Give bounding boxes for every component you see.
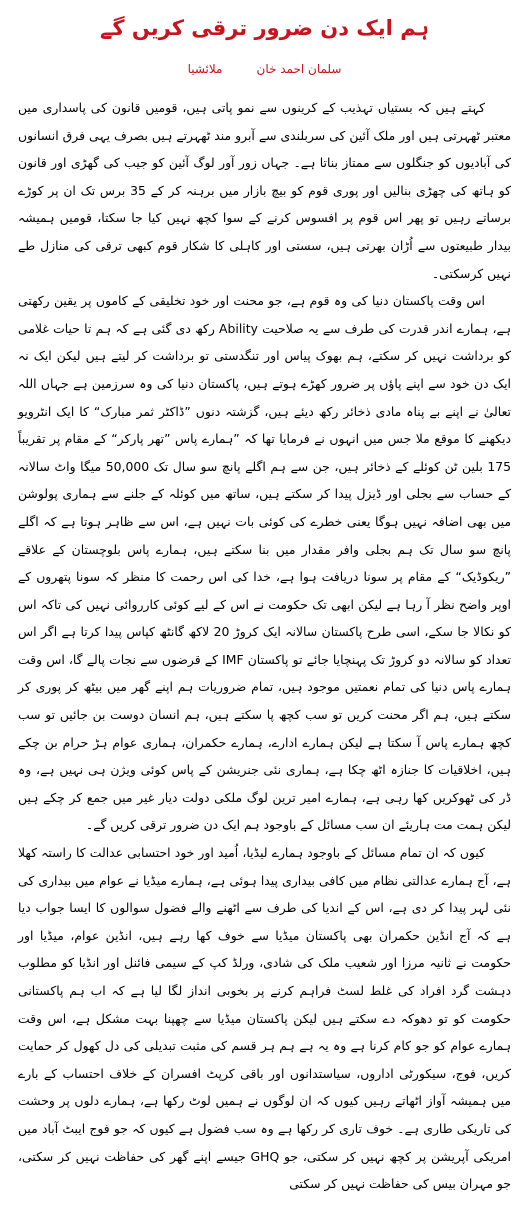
author-name: سلمان احمد خان: [256, 62, 342, 76]
author-location: ملائشیا: [187, 62, 223, 76]
article-body: [18, 94, 511, 1198]
byline: [0, 60, 529, 78]
paragraph: کیوں کہ ان تمام مسائل کے باوجود ہمارے لیڈیا، اُمید اور خود احتسابی عدالت کا راستہ کھلا ہے، آج ہمارے عدالتی نظام میں کافی بیداری پیدا ہوئی ہے، ہمارے میڈیا نے عوام میں بیداری کی نئی لہر پیدا کر دی ہے، اس کے اندیا کی طرف سے اٹھنے والے فضول سوالوں کا ایسا جواب دیا ہے کہ آج انڈین حکمران بھی پاکستان میڈیا سے خوف کھا رہے ہیں، انڈین عوام، میڈیا اور حکومت نے ثانیہ مرزا اور شعیب ملک کی شادی، ورلڈ کپ کے سیمی فائنل اور انڈیا کو مطلوب دہشت گرد افراد کی غلط لسٹ فراہم کرنے پر بخوبی انداز لگا لیا ہے کہ اب ہم پاکستانی حکومت کو تو دھوکہ دے سکتے ہیں لیکن پاکستان میڈیا سے چھپنا بہت مشکل ہے، اس وقت ہمارے عوام کو جو کام کرنا ہے وہ یہ ہے ہم ہر قسم کی مثبت تبدیلی کی دل کھول کر حمایت کریں، فوج، سیکورٹی اداروں، سیاستدانوں اور باقی کرپٹ افسران کے خلاف احتساب کے بارے میں ہمیشہ آواز اٹھاتے رہیں کیوں کہ ان لوگوں نے ہمیں لوٹ رکھا ہے، ہمارے دلوں پر وحشت کی تاریکی طاری ہے۔ خوف تاری کر رکھا ہے وہ سب فضول ہے کیوں کہ جو فوج ایبٹ آباد میں امریکی آپریشن پر کچھ نہیں کر سکتی، جو GHQ جیسے اپنے گھر کی حفاظت نہیں کر سکتی، جو مہران بیس کی حفاظت نہیں کر سکتی: [18, 845, 511, 1192]
paragraph: کہتے ہیں کہ بستیاں تہذیب کے کرینوں سے نمو پاتی ہیں، قومیں قانون کی پاسداری میں معتبر ٹھہرتی ہیں اور ملک آئین کی سربلندی سے آبرو مند ٹھہرتے ہیں بصرف یہی فرق انسانوں کی آبادیوں کو جنگلوں سے ممتاز بناتا ہے۔ جہاں زور آور لوگ آئین کو جیب کی گھڑی اور قانون کو ہاتھ کی چھڑی بنالیں اور پوری قوم کو بیچ بازار میں برہنہ کر کے 35 برس تک ان پر کوڑے برساتے رہیں تو پھر اس قوم پر افسوس کرنے کے سوا کچھ نہیں کیا جا سکتا، قومیں ہمیشہ بیدار طبیعتوں سے اُڑان بھرتی ہیں، سستی اور کاہلی کا شکار قوم کبھی ترقی کی منازل طے نہیں کرسکتی۔: [18, 100, 511, 281]
article-title: ہم ایک دن ضرور ترقی کریں گے: [100, 16, 429, 40]
paragraph: اس وقت پاکستان دنیا کی وہ قوم ہے، جو محنت اور خود تخلیقی کے کاموں پر یقین رکھتی ہے، ہمارے اندر قدرت کی طرف سے یہ صلاحیت Ability رکھ دی گئی ہے کہ ہم تا حیات غلامی کو برداشت نہیں کر سکتے، ہم بھوک پیاس اور تنگدستی تو برداشت کر لیتے ہیں لیکن ایک نہ ایک دن خود سے اپنے پاؤں پر ضرور کھڑے ہوتے ہیں، پاکستان دنیا کی وہ سرزمین ہے جہاں اللہ تعالیٰ نے اپنے بے پناہ مادی ذخائر رکھ دیئے ہیں، گزشتہ دنوں ”ڈاکٹر ثمر مبارک“ کا ایک انٹرویو دیکھنے کا موقع ملا جس میں انہوں نے فرمایا تھا کہ ”ہمارے پاس ”تھر پارکر“ کے مقام پر تقریباً 175 بلین ٹن کوئلے کے ذخائر ہیں، جن سے ہم اگلے پانچ سو سال تک 50,000 میگا واٹ سالانہ کے حساب سے بجلی اور ڈیزل پیدا کر سکتے ہیں، ساتھ میں کوئلہ کے جلنے سے ہماری پولوشن میں بھی اضافہ نہیں ہوگا یعنی خطرے کی کوئی بات نہیں ہے، اس سے ظاہر ہوتا ہے کہ اگلے پانچ سو سال تک ہم بجلی وافر مقدار میں بنا سکتے ہیں، ہمارے پاس بلوچستان کے علاقے ”ریکوڈیک“ کے مقام پر سونا دریافت ہوا ہے، خدا کی اس رحمت کا منظر کہ سونا پتھروں کے اوپر واضح نظر آ رہا ہے لیکن ابھی تک حکومت نے اس کے لیے کوئی کارروائی نہیں کی تاکہ اس کو نکالا جا سکے، اسی طرح پاکستان سالانہ ایک کروڑ 20 لاکھ گانٹھ کپاس پیدا کرتا ہے اگر اس تعداد کو سالانہ دو کروڑ تک پہنچایا جائے تو پاکستان IMF کے قرضوں سے نجات پالے گا، اس وقت ہمارے پاس دنیا کی تمام نعمتیں موجود ہیں، تمام ضروریات ہم اپنے گھر میں بیٹھ کر پوری کر سکتے ہیں، ہم اگر محنت کریں تو سب کچھ پا سکتے ہیں، ہم انسان دوست بن جائیں تو سب کچھ ہمارے پاس آ سکتا ہے لیکن ہمارے ادارے، ہمارے حکمران، ہماری عوام ہڑ حرام بن چکے ہیں، اخلاقیات کا جنازہ اٹھ چکا ہے، ہماری نئی جنریشن کے پاس کوئی ویژن ہی نہیں ہے، وہ ڈر کی ٹھوکریں کھا رہی ہے، ہمارے امیر ترین لوگ ملکی دولت دیار غیر میں جمع کر چکے ہیں لیکن ہمت مت ہاریئے ان سب مسائل کے باوجود ہم ایک دن ضرور ترقی کریں گے۔: [18, 293, 511, 833]
